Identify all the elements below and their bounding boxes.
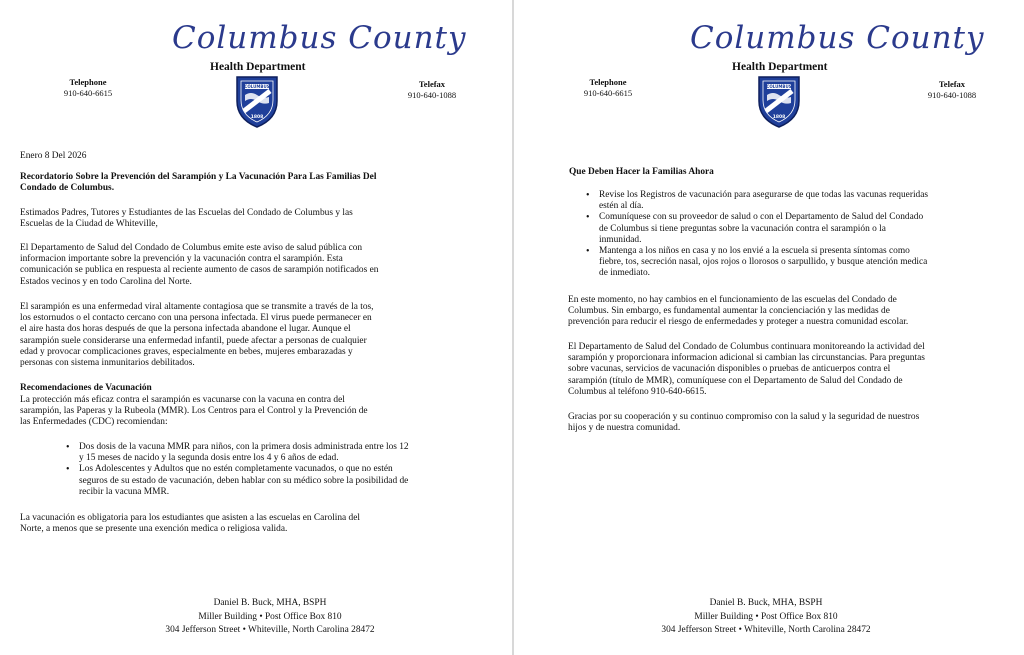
department-name: Health Department xyxy=(732,61,828,73)
measles-info-paragraph xyxy=(20,302,490,369)
text-line: los estornudos o el contacto cercano con una persona infectada. El virus puede permanecer en xyxy=(20,313,372,324)
text-line: edad y provocar complicaciones graves, especialmente en bebes, mujeres embarazadas y xyxy=(20,346,353,357)
text-line: y 15 meses de nacido y la segunda dosis entre los 4 y 6 años de edad. xyxy=(79,453,339,464)
text-line: Columbus. Sin embargo, es fundamental aumentar la concienciación y las medidas de xyxy=(568,306,890,317)
text-line: Columbus al teléfono 910-640-6615. xyxy=(568,386,707,397)
text-line: Escuelas de la Ciudad de Whiteville, xyxy=(20,219,158,230)
signatory-name: Daniel B. Buck, MHA, BSPH xyxy=(213,598,327,608)
telephone-label: Telephone xyxy=(69,77,107,87)
text-line: Estados vecinos y en todo Carolina del Norte. xyxy=(20,276,192,287)
letter-title xyxy=(20,172,490,194)
text-line: prevención para reducir el riesgo de enfermedades y proteger a nuestra comunidad escolar. xyxy=(568,317,909,328)
telefax-label: Telefax xyxy=(938,79,966,89)
text-line: • Los Adolescentes y Adultos que no estén completamente vacunados, o que no estén xyxy=(79,464,393,475)
text-line: sarampión (título de MMR), comuníquese con el Departamento de Salud del Condado de xyxy=(568,375,903,386)
list-item xyxy=(63,464,483,498)
telephone-block xyxy=(52,77,124,99)
text-line: En este momento, no hay cambios en el funcionamiento de las escuelas del Condado de xyxy=(568,295,897,305)
text-line: • Mantenga a los niños en casa y no los envié a la escuela si presenta síntomas como xyxy=(599,246,910,257)
text-line: hijos y de nuestra comunidad. xyxy=(568,423,681,434)
school-operations-paragraph xyxy=(568,295,1013,329)
footer-building: Miller Building • Post Office Box 810 xyxy=(198,611,342,622)
text-line: estén al día. xyxy=(599,201,644,212)
telefax-number: 910-640-1088 xyxy=(407,90,457,100)
text-line: • Revise los Registros de vacunación para asegurarse de que todas las vacunas requeridas xyxy=(599,190,929,200)
text-line: personas con sistema inmunitarios debilitados. xyxy=(20,358,195,369)
telephone-number: 910-640-6615 xyxy=(63,88,113,98)
family-actions-list xyxy=(583,190,1003,280)
letter-title-line: Condado de Columbus. xyxy=(20,183,115,194)
footer-address: 304 Jefferson Street • Whiteville, North Carolina 28472 xyxy=(661,625,871,635)
letter-page-2 xyxy=(516,0,1024,655)
text-line: sarampión, las Paperas y la Rubeola (MMR). Los Centros para el Control y la Prevención de xyxy=(20,406,368,417)
text-line: el aire hasta dos horas después de que la persona infectada abandone el lugar. Aunque el xyxy=(20,324,351,335)
text-line: sobre vacunas, servicios de vacunación disponibles o pruebas de anticuerpos contra el xyxy=(568,364,891,375)
text-line: fiebre, tos, secreción nasal, ojos rojos o llorosos o sarpullido, y busque atención medica xyxy=(599,257,928,268)
telephone-label: Telephone xyxy=(589,77,627,87)
mandatory-vaccination-paragraph xyxy=(20,513,490,535)
seal-lettering-top: COLUMBUS xyxy=(766,84,792,90)
footer-building: Miller Building • Post Office Box 810 xyxy=(694,611,838,622)
seal-lettering-bottom: 1808 xyxy=(250,115,264,120)
county-logo-script: Columbus County xyxy=(172,20,467,56)
text-line: El sarampión es una enfermedad viral altamente contagiosa que se transmite a través de la tos, xyxy=(20,302,374,312)
text-line: informacion importante sobre la prevención y la vacunación contra el sarampión. Esta xyxy=(20,254,343,265)
text-line: Estimados Padres, Tutores y Estudiantes de las Escuelas del Condado de Columbus y las xyxy=(20,208,353,218)
text-line: las Enfermedades (CDC) recomiendan: xyxy=(20,417,168,428)
thanks-paragraph xyxy=(568,412,1013,434)
telefax-number: 910-640-1088 xyxy=(927,90,977,100)
monitoring-paragraph xyxy=(568,342,1013,398)
list-item xyxy=(583,212,1003,246)
text-line: Gracias por su cooperación y su continuo compromiso con la salud y la seguridad de nuestros xyxy=(568,412,920,422)
text-line: comunicación se publica en respuesta al reciente aumento de casos de sarampión notificados en xyxy=(20,265,379,276)
text-line: de Columbus si tiene preguntas sobre la vacunación contra el sarampión o la xyxy=(599,223,886,234)
letter-footer xyxy=(120,597,420,638)
letter-footer xyxy=(616,597,916,638)
notice-paragraph xyxy=(20,243,490,288)
telefax-block xyxy=(916,79,988,101)
recommendations-list xyxy=(63,442,483,498)
text-line: La vacunación es obligatoria para los estudiantes que asisten a las escuelas en Carolina del xyxy=(20,513,360,523)
text-line: seguros de su estado de vacunación, deben hablar con su médico sobre la posibilidad de xyxy=(79,475,409,486)
recommendations-heading: Recomendaciones de Vacunación xyxy=(20,383,152,393)
text-line: recibir la vacuna MMR. xyxy=(79,486,170,497)
text-line: • Comuníquese con su proveedor de salud o con el Departamento de Salud del Condado xyxy=(599,212,924,223)
list-item xyxy=(63,442,483,464)
text-line: El Departamento de Salud del Condado de Columbus emite este aviso de salud pública con xyxy=(20,243,363,253)
department-name: Health Department xyxy=(210,61,306,73)
letter-date: Enero 8 Del 2026 xyxy=(20,151,87,161)
seal-lettering-top: COLUMBUS xyxy=(244,84,270,90)
telephone-number: 910-640-6615 xyxy=(583,88,633,98)
text-line: de inmediato. xyxy=(599,268,651,279)
text-line: sarampión y proporcionara informacion adicional si cambian las circunstancias. Para preguntas xyxy=(568,353,925,364)
signatory-name: Daniel B. Buck, MHA, BSPH xyxy=(709,598,823,608)
seal-lettering-bottom: 1808 xyxy=(772,115,786,120)
text-line: inmunidad. xyxy=(599,234,642,245)
county-seal-icon xyxy=(755,71,803,129)
text-line: sarampión suele considerarse una enfermedad infantil, puede afectar a personas de cualquier xyxy=(20,335,367,346)
text-line: La protección más eficaz contra el sarampión es vacunarse con la vacuna en contra del xyxy=(20,395,345,405)
county-seal-icon xyxy=(233,71,281,129)
text-line: El Departamento de Salud del Condado de Columbus continuara monitoreando la actividad del xyxy=(568,342,925,352)
letter-title-line: Recordatorio Sobre la Prevención del Sarampión y La Vacunación Para Las Familias Del xyxy=(20,172,377,182)
recommendations-paragraph xyxy=(20,395,490,429)
actions-heading: Que Deben Hacer la Familias Ahora xyxy=(569,167,714,177)
greeting-paragraph xyxy=(20,208,490,230)
text-line: • Dos dosis de la vacuna MMR para niños, con la primera dosis administrada entre los 12 xyxy=(79,442,409,452)
footer-address: 304 Jefferson Street • Whiteville, North Carolina 28472 xyxy=(165,625,375,635)
county-logo-script: Columbus County xyxy=(690,20,985,56)
list-item xyxy=(583,246,1003,280)
telephone-block xyxy=(572,77,644,99)
telefax-label: Telefax xyxy=(418,79,446,89)
text-line: Norte, a menos que se presente una exención medica o religiosa valida. xyxy=(20,524,288,535)
telefax-block xyxy=(396,79,468,101)
page-divider xyxy=(512,0,514,655)
list-item xyxy=(583,190,1003,212)
